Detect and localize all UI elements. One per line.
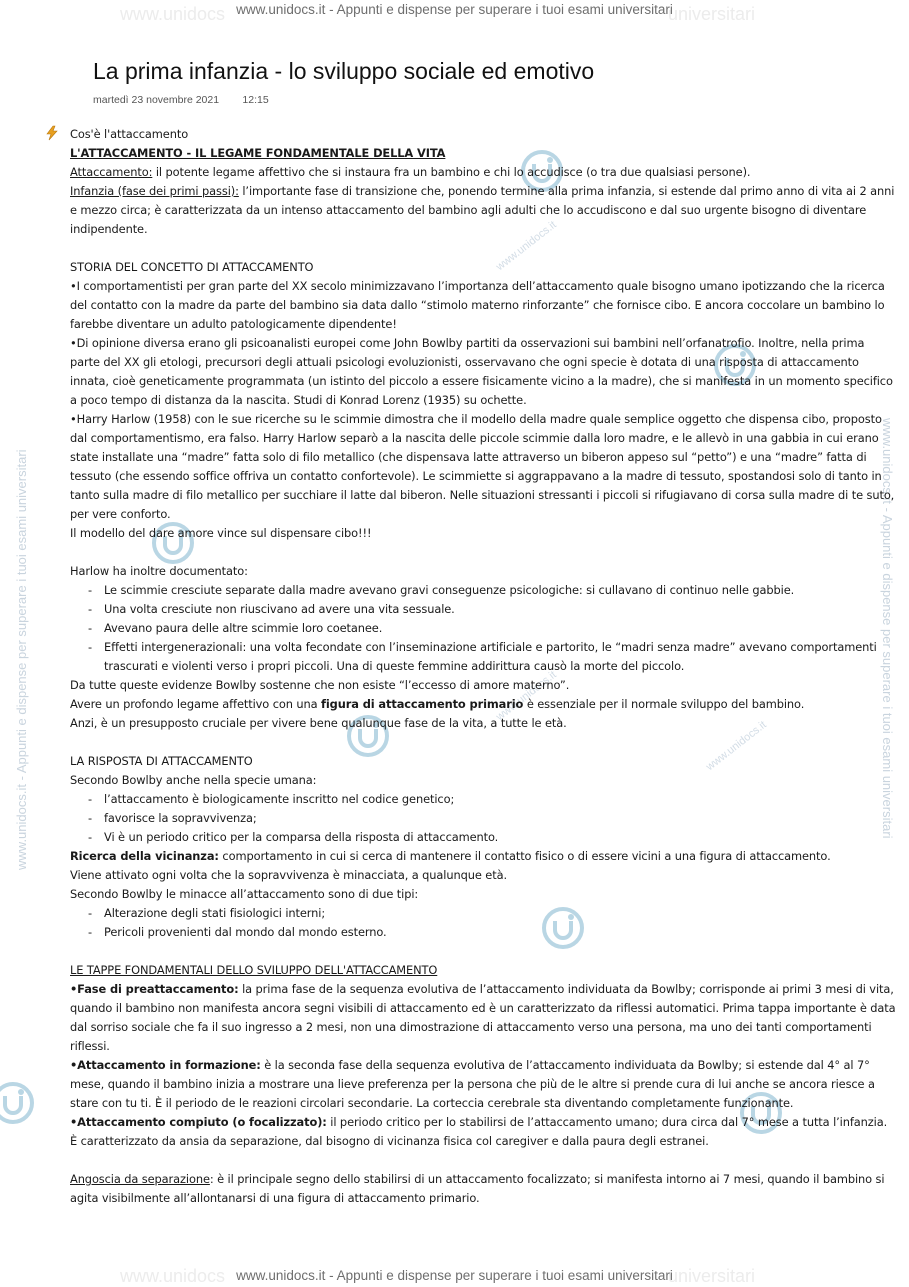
- harlow-list: [70, 581, 896, 676]
- section-heading: Cos'è l'attaccamento: [70, 127, 189, 141]
- paragraph: •I comportamentisti per gran parte del XX secolo minimizzavano l’importanza dell’attaccamento quale bisogno umano ipotizzando che la ricerca del contatto con la madre da parte del bambino sia data dallo “stimolo materno rinforzante” che fornisce cibo. E ancora coccolare un bambino lo farebbe diventare un adulto patologicamente dipendente!: [70, 279, 885, 331]
- definition-term: Angoscia da separazione: [70, 1172, 210, 1186]
- definition: [70, 163, 896, 182]
- definition-text: il potente legame affettivo che si instaura fra un bambino e chi lo accudisce (o tra due qualsiasi persone).: [152, 165, 751, 179]
- threat-list: [70, 904, 896, 942]
- bold-term: figura di attaccamento primario: [321, 697, 524, 711]
- text-run: : è il principale segno dello stabilirsi di un attaccamento focalizzato; si manifesta intorno ai 7 mesi, quando il bambino si agita visibilmente all’allontanarsi di una figura di attaccamento primario.: [70, 1172, 885, 1205]
- definition-term: Attaccamento:: [70, 165, 153, 179]
- watermark-top: www.unidocs.it - Appunti e dispense per superare i tuoi esami universitari: [236, 2, 673, 17]
- text-run: la prima fase de la sequenza evolutiva de l’attaccamento individuata da Bowlby; corrisponde ai primi 3 mesi di vita, quando il bambino non manifesta ancora segni visibili di attaccamento ed è un caratterizzato da riflessi automatici. Prima tappa importante è data dal sorriso sociale che fa il suo ingresso a 2 mesi, non una dimostrazione di attaccamento verso una persona, ma uno dei tanti comportamenti riflessi.: [70, 982, 896, 1053]
- bold-term: •Attaccamento in formazione:: [70, 1058, 261, 1072]
- list-intro: Harlow ha inoltre documentato:: [70, 564, 248, 578]
- bowlby-list: [70, 790, 896, 847]
- date-text: martedì 23 novembre 2021: [93, 94, 220, 106]
- list-item: - Pericoli provenienti dal mondo dal mondo esterno.: [104, 923, 896, 942]
- watermark-ghost-right: universitari: [668, 4, 756, 24]
- paragraph: [70, 847, 896, 866]
- list-item: - Vi è un periodo critico per la comparsa della risposta di attaccamento.: [104, 828, 896, 847]
- watermark-ghost-left: www.unidocs: [120, 4, 226, 24]
- bold-term: Ricerca della vicinanza:: [70, 849, 219, 863]
- watermark-diagonal: www.unidocs.it: [494, 668, 559, 724]
- paragraph: •Harry Harlow (1958) con le sue ricerche su le scimmie dimostra che il modello della madre quale semplice oggetto che dispensa cibo, proposto dal comportamentismo, era falso. Harry Harlow separò a la nascita delle piccole scimmie dalla loro madre, e le allevò in una gabbia in cui erano state installate una “madre” fatta solo di filo metallico (che dispensava latte attraverso un biberon appeso sul “petto”) e una “madre” fatta di tessuto (che essendo soffice offriva un contatto confortevole). Le scimmiette si aggrappavano a la madre di tessuto, spostandosi solo di tanto in tanto sulla madre di filo metallico per succhiare il latte dal biberon. Nelle situazioni stressanti i piccoli si rifugiavano di corsa sulla madre di te suto, per vere conforto.: [70, 412, 895, 521]
- list-intro: Secondo Bowlby anche nella specie umana:: [70, 773, 317, 787]
- page-date: [93, 94, 269, 106]
- bold-term: •Attaccamento compiuto (o focalizzato):: [70, 1115, 327, 1129]
- paragraph: •Di opinione diversa erano gli psicoanalisti europei come John Bowlby partiti da osservazioni sui bambini nell’orfanatrofio. Inoltre, nella prima parte del XX gli etologi, precursori degli attuali psicologi evoluzionisti, osservavano che ogni specie è dotata di una risposta di attaccamento innata, cioè geneticamente programmata (un istinto del piccolo a essere fisicamente vicino a la madre), che si manifesta in un momento specifico a poco tempo di distanza da la nascita. Studi di Konrad Lorenz (1935) su ochette.: [70, 336, 893, 407]
- paragraph: [70, 980, 896, 1056]
- page-title: La prima infanzia - lo sviluppo sociale ed emotivo: [93, 58, 595, 84]
- text-run: Avere un profondo legame affettivo con una: [70, 697, 321, 711]
- definition: [70, 182, 896, 239]
- text-run: è essenziale per il normale sviluppo del bambino.: [523, 697, 805, 711]
- paragraph: Il modello del dare amore vince sul dispensare cibo!!!: [70, 526, 372, 540]
- paragraph: [70, 1113, 896, 1151]
- list-item: - Effetti intergenerazionali: una volta fecondate con l’inseminazione artificiale e partorito, le “madri senza madre” avevano comportamenti trascurati e violenti verso i propri piccoli. Una di queste femmine addirittura causò la morte del piccolo.: [104, 638, 896, 676]
- list-item: - Le scimmie cresciute separate dalla madre avevano gravi conseguenze psicologiche: si cullavano di continuo nelle gabbie.: [104, 581, 896, 600]
- list-item: - favorisce la sopravvivenza;: [104, 809, 896, 828]
- list-intro: Secondo Bowlby le minacce all’attaccamento sono di due tipi:: [70, 887, 419, 901]
- list-item: - Avevano paura delle altre scimmie loro coetanee.: [104, 619, 896, 638]
- bold-term: •Fase di preattaccamento:: [70, 982, 239, 996]
- watermark-side-right: www.unidocs.it - Appunti e dispense per superare i tuoi esami universitari: [880, 418, 895, 839]
- paragraph: Viene attivato ogni volta che la sopravvivenza è minacciata, a qualunque età.: [70, 868, 507, 882]
- list-item: - Alterazione degli stati fisiologici interni;: [104, 904, 896, 923]
- list-item: - l’attaccamento è biologicamente inscritto nel codice genetico;: [104, 790, 896, 809]
- lightning-bolt-icon: [44, 125, 60, 141]
- watermark-ghost-right-bottom: universitari: [668, 1266, 756, 1286]
- definition-term: Infanzia (fase dei primi passi):: [70, 184, 239, 198]
- paragraph: Anzi, è un presupposto cruciale per vivere bene qualunque fase de la vita, a tutte le età.: [70, 716, 567, 730]
- time-text: 12:15: [242, 94, 269, 106]
- watermark-diagonal: www.unidocs.it: [494, 218, 559, 274]
- list-item: - Una volta cresciute non riuscivano ad avere una vita sessuale.: [104, 600, 896, 619]
- paragraph: Da tutte queste evidenze Bowlby sostenne che non esiste “l’eccesso di amore materno”.: [70, 678, 570, 692]
- text-run: è la seconda fase della sequenza evolutiva de l’attaccamento individuata da Bowlby; si estende dal 4° al 7° mese, quando il bambino inizia a mostrare una lieve preferenza per la persona che più de le altre si prende cura di lui anche se ancora riesce a stare con tu ti. È il periodo de le reazioni circolari secondarie. La corteccia cerebrale sta diventando completamente funzionante.: [70, 1058, 875, 1110]
- watermark-ghost-left-bottom: www.unidocs: [120, 1266, 226, 1286]
- section-title: L'ATTACCAMENTO - IL LEGAME FONDAMENTALE DELLA VITA: [70, 146, 446, 160]
- text-run: il periodo critico per lo stabilirsi de l’attaccamento umano; dura circa dal 7° mese a tutta l’infanzia. È caratterizzato da ansia da separazione, dal bisogno di vicinanza fisica col caregiver e dalla paura degli estranei.: [70, 1115, 888, 1148]
- unidocs-logo-watermark-icon: [0, 1080, 36, 1126]
- paragraph: [70, 695, 896, 714]
- section-title: LE TAPPE FONDAMENTALI DELLO SVILUPPO DELL'ATTACCAMENTO: [70, 963, 438, 977]
- section-title: LA RISPOSTA DI ATTACCAMENTO: [70, 754, 253, 768]
- note-content: [70, 125, 896, 1208]
- paragraph: [70, 1170, 896, 1208]
- paragraph: [70, 1056, 896, 1113]
- section-title: STORIA DEL CONCETTO DI ATTACCAMENTO: [70, 260, 314, 274]
- text-run: comportamento in cui si cerca di mantenere il contatto fisico o di essere vicini a una figura di attaccamento.: [218, 849, 831, 863]
- watermark-bottom: www.unidocs.it - Appunti e dispense per superare i tuoi esami universitari: [236, 1268, 673, 1283]
- watermark-diagonal: www.unidocs.it: [704, 718, 769, 774]
- watermark-side-left: www.unidocs.it - Appunti e dispense per superare i tuoi esami universitari: [14, 449, 29, 870]
- definition-text: l’importante fase di transizione che, ponendo termine alla prima infanzia, si estende dal primo anno di vita ai 2 anni e mezzo circa; è caratterizzata da un intenso attaccamento del bambino agli adulti che lo accudiscono e dal suo urgente bisogno di diventare indipendente.: [70, 184, 895, 236]
